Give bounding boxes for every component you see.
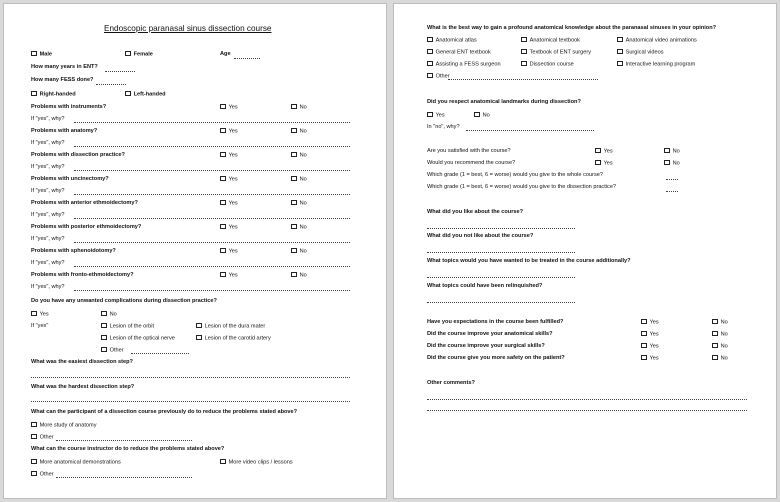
answer-line[interactable] [74,122,350,123]
other-option[interactable]: Other [101,347,124,354]
lesion-dura-option[interactable]: Lesion of the dura mater [196,323,265,330]
no-option[interactable]: No [291,224,307,231]
comments-question: Other comments? [427,380,475,386]
if-yes-why-label: If "yes", why? [31,116,65,122]
safety-question: Did the course give you more safety on the patient? [427,355,565,361]
in-no-why-label: In "no", why? [427,124,460,130]
instructor-question: What can the course instructor do to reduce the problems stated above? [31,446,225,452]
problem-question: Problems with anatomy? [31,128,98,134]
yes-option[interactable]: Yes [595,148,613,155]
yes-option[interactable]: Yes [220,104,238,111]
grade-dissection-question: Which grade (1 = best, 6 = worse) would you give to the dissection practice? [427,184,617,190]
answer-line[interactable] [427,277,575,278]
answer-line[interactable] [74,170,350,171]
like-question: What did you like about the course? [427,209,524,215]
option-dissection-course[interactable]: Dissection course [521,61,574,68]
option-assisting-fess[interactable]: Assisting a FESS surgeon [427,61,501,68]
checkbox[interactable] [31,51,37,57]
yes-option[interactable]: Yes [641,319,659,326]
if-yes-why-label: If "yes", why? [31,260,65,266]
no-option[interactable]: No [101,311,117,318]
if-yes-why-label: If "yes", why? [31,212,65,218]
option-anatomical-textbook[interactable]: Anatomical textbook [521,37,580,44]
answer-line[interactable] [74,290,350,291]
no-option[interactable]: No [291,176,307,183]
yes-option[interactable]: Yes [220,128,238,135]
grade-whole-question: Which grade (1 = best, 6 = worse) would you give to the whole course? [427,172,603,178]
no-option[interactable]: No [291,200,307,207]
problem-question: Problems with sphenoidotomy? [31,248,116,254]
other-field[interactable] [56,440,192,441]
yes-option[interactable]: Yes [641,343,659,350]
other-field[interactable] [131,353,189,354]
answer-line[interactable] [31,401,350,402]
option-ent-surgery-textbook[interactable]: Textbook of ENT surgery [521,49,591,56]
option-video-animations[interactable]: Anatomical video animations [617,37,697,44]
yes-option[interactable]: Yes [641,331,659,338]
best-way-question: What is the best way to gain a profound anatomical knowledge about the paranasal sinuses in your opinion? [427,25,717,31]
checkbox[interactable] [125,51,131,57]
problem-question: Problems with posterior ethmoidectomy? [31,224,142,230]
no-option[interactable]: No [291,104,307,111]
questionnaire-page-2 [393,3,777,499]
more-video-option[interactable]: More video clips / lessons [220,459,293,466]
years-ent-label: How many years in ENT? [31,64,98,70]
no-option[interactable]: No [291,128,307,135]
answer-line[interactable] [31,377,350,378]
checkbox[interactable] [125,91,131,97]
age-label: Age [220,51,231,57]
fess-done-field[interactable] [96,84,126,85]
answer-line[interactable] [466,130,594,131]
no-option[interactable]: No [291,248,307,255]
if-yes-label: If "yes" [31,323,49,329]
yes-option[interactable]: Yes [220,224,238,231]
yes-option[interactable]: Yes [641,355,659,362]
yes-option[interactable]: Yes [220,200,238,207]
answer-line[interactable] [427,228,575,229]
topics-question: What topics would you have wanted to be treated in the course additionally? [427,258,631,264]
lesion-orbit-option[interactable]: Lesion of the orbit [101,323,154,330]
other-option[interactable]: Other [31,471,54,478]
easiest-step-question: What was the easiest dissection step? [31,359,133,365]
if-yes-why-label: If "yes", why? [31,236,65,242]
participant-question: What can the participant of a dissection course previously do to reduce the problems stated above? [31,409,298,415]
other-option[interactable]: Other [427,73,450,80]
if-yes-why-label: If "yes", why? [31,284,65,290]
problem-question: Problems with uncinectomy? [31,176,109,182]
yes-option[interactable]: Yes [427,112,445,119]
no-option[interactable]: No [664,160,680,167]
option-surgical-videos[interactable]: Surgical videos [617,49,664,56]
answer-line[interactable] [74,218,350,219]
if-yes-why-label: If "yes", why? [31,140,65,146]
questionnaire-page-1 [3,3,387,499]
landmarks-question: Did you respect anatomical landmarks during dissection? [427,99,581,105]
years-ent-field[interactable] [105,71,135,72]
checkbox[interactable] [31,91,37,97]
other-field[interactable] [448,79,598,80]
no-option[interactable]: No [474,112,490,119]
female-option[interactable]: Female [125,51,153,58]
hardest-step-question: What was the hardest dissection step? [31,384,135,390]
option-interactive-program[interactable]: Interactive learning program [617,61,695,68]
answer-line[interactable] [74,194,350,195]
answer-line[interactable] [427,302,575,303]
answer-line[interactable] [74,146,350,147]
right-handed-option[interactable]: Right-handed [31,91,76,98]
lesion-carotid-option[interactable]: Lesion of the carotid artery [196,335,271,342]
not-like-question: What did you not like about the course? [427,233,534,239]
yes-option[interactable]: Yes [220,176,238,183]
more-demos-option[interactable]: More anatomical demonstrations [31,459,121,466]
answer-line[interactable] [74,266,350,267]
yes-option[interactable]: Yes [31,311,49,318]
grade-field[interactable] [666,191,678,192]
expectations-question: Have you expectations in the course been fulfilled? [427,319,564,325]
option-ent-textbook[interactable]: General ENT textbook [427,49,491,56]
anatomical-skills-question: Did the course improve your anatomical skills? [427,331,553,337]
surgical-skills-question: Did the course improve your surgical skills? [427,343,545,349]
yes-option[interactable]: Yes [220,272,238,279]
answer-line[interactable] [74,242,350,243]
problem-question: Problems with dissection practice? [31,152,125,158]
satisfied-question: Are you satisfied with the course? [427,148,511,154]
age-field[interactable] [234,58,260,59]
if-yes-why-label: If "yes", why? [31,188,65,194]
problem-question: Problems with fronto-ethmoidectomy? [31,272,134,278]
left-handed-option[interactable]: Left-handed [125,91,166,98]
comment-line[interactable] [427,399,747,400]
grade-field[interactable] [666,179,678,180]
if-yes-why-label: If "yes", why? [31,164,65,170]
no-option[interactable]: No [291,152,307,159]
other-field[interactable] [56,477,192,478]
answer-line[interactable] [427,252,575,253]
lesion-optic-option[interactable]: Lesion of the optical nerve [101,335,175,342]
no-option[interactable]: No [291,272,307,279]
more-anatomy-option[interactable]: More study of anatomy [31,422,97,429]
problem-question: Problems with anterior ethmoidectomy? [31,200,138,206]
yes-option[interactable]: Yes [220,248,238,255]
yes-option[interactable]: Yes [595,160,613,167]
no-option[interactable]: No [712,331,728,338]
no-option[interactable]: No [664,148,680,155]
no-option[interactable]: No [712,319,728,326]
page-title: Endoscopic paranasal sinus dissection course [104,24,272,33]
no-option[interactable]: No [712,343,728,350]
yes-option[interactable]: Yes [220,152,238,159]
complications-question: Do you have any unwanted complications during dissection practice? [31,298,217,304]
option-anatomical-atlas[interactable]: Anatomical atlas [427,37,477,44]
recommend-question: Would you recommend the course? [427,160,516,166]
problem-question: Problems with instruments? [31,104,107,110]
comment-line[interactable] [427,410,747,411]
male-option[interactable]: Male [31,51,52,58]
no-option[interactable]: No [712,355,728,362]
other-option[interactable]: Other [31,434,54,441]
relinquished-question: What topics could have been relinquished? [427,283,543,289]
fess-done-label: How many FESS done? [31,77,94,83]
